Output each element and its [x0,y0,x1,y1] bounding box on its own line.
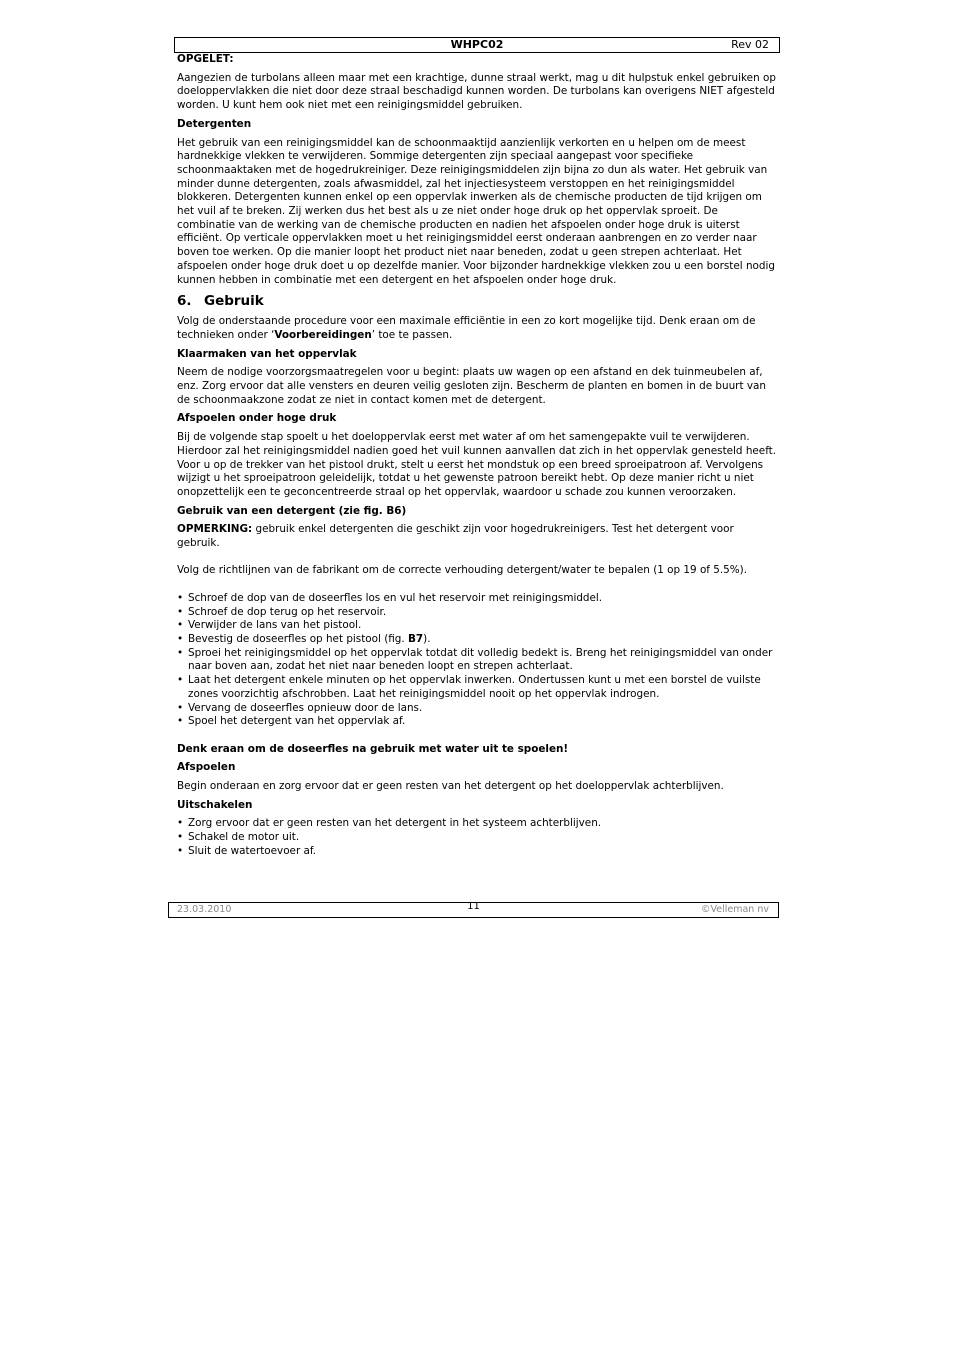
list-item-text: Zorg ervoor dat er geen resten van het detergent in het systeem achterblijven. [188,817,602,830]
afspoelen-hoge-druk-heading: Afspoelen onder hoge druk [177,412,337,425]
figure-reference: B7 [408,632,424,645]
list-item-text: Vervang de doseerfles opnieuw door de lans. [188,701,423,714]
list-item-text: Schakel de motor uit. [188,831,300,844]
bullet-icon: • [177,605,184,618]
list-item-text: Verwijder de lans van het pistool. [188,619,362,632]
list-item-text: Spoel het detergent van het oppervlak af. [188,715,406,728]
page-content [177,53,777,859]
opmerking-text: gebruik enkel detergenten die geschikt zijn voor hogedrukreinigers. Test het detergent voor gebruik. [177,523,734,550]
bullet-icon: • [177,674,184,687]
list-item [177,817,777,831]
detergent-steps-list [177,592,777,729]
list-item-text: Schroef de dop terug op het reservoir. [188,605,387,618]
list-item-text-end: ). [423,632,431,645]
detergenten-heading: Detergenten [177,117,252,130]
bullet-icon: • [177,817,184,830]
bullet-icon: • [177,632,184,645]
opmerking-label: OPMERKING: [177,523,253,536]
page-number: 11 [467,901,480,912]
bullet-icon: • [177,701,184,714]
gebruik-intro [177,315,777,342]
list-item [177,831,777,845]
section-heading-gebruik [177,292,777,310]
reminder-note: Denk eraan om de doseerfles na gebruik met water uit te spoelen! [177,742,569,755]
list-item-text: Schroef de dop van de doseerfles los en vul het reservoir met reinigingsmiddel. [188,591,603,604]
list-item [177,619,777,633]
afspoelen-hoge-druk-paragraph: Bij de volgende stap spoelt u het doeloppervlak eerst met water af om het samengepakte vuil te verwijderen. Hierdoor zal het reinigingsmiddel nadien goed het vuil kunnen aanvallen dat zich in het oppervlak genesteld heeft. Voor u op de trekker van het pistool drukt, stelt u eerst het mondstuk op een breed sproeipatroon af. Vervolgens wijzigt u het sproeipatroon geleidelijk, totdat u het gewenste patroon bereikt hebt. Op deze manier richt u niet onopzettelijk een te geconcentreerde straal op het oppervlak, waardoor u schade zou kunnen veroorzaken. [177,431,777,498]
afspoelen-heading: Afspoelen [177,761,236,774]
list-item [177,633,777,647]
detergenten-paragraph: Het gebruik van een reinigingsmiddel kan de schoonmaaktijd aanzienlijk verkorten en u helpen om de meest hardnekkige vlekken te verwijderen. Sommige detergenten zijn speciaal aangepast voor specifieke schoonmaaktaken met de hogedrukreiniger. Deze reinigingsmiddelen zijn bijna zo dun als water. Het gebruik van minder dunne detergenten, zoals afwasmiddel, zal het injectiesysteem verstoppen en het reinigingsmiddel blokkeren. Detergenten kunnen enkel op een oppervlak inwerken als de chemische producten de tijd krijgen om het vuil af te breken. Zij werken dus het best als u ze niet onder hoge druk op het oppervlak sproeit. De combinatie van de werking van de chemische producten en nadien het afspoelen onder hoge druk is uiterst efficiënt. Op verticale oppervlakken moet u het reinigingsmiddel eerst onderaan aanbrengen en zo verder naar boven toe werken. Op die manier loopt het product niet naar beneden, zodat u geen strepen achterlaat. Het afspoelen onder hoge druk doet u op dezelfde manier. Voor bijzonder hardnekkige vlekken zou u een borstel nodig kunnen hebben in combinatie met een detergent en het afspoelen onder hoge druk. [177,136,775,286]
footer-date: 23.03.2010 [177,904,232,915]
list-item [177,647,777,674]
page-footer [168,902,779,918]
bullet-icon: • [177,646,184,659]
intro-text-start: Volg de onderstaande procedure voor een maximale efficiëntie in een zo kort mogelijke tijd. Denk eraan om de technieken onder ‘ [177,315,756,341]
opgelet-paragraph: Aangezien de turbolans alleen maar met een krachtige, dunne straal werkt, mag u dit hulpstuk enkel gebruiken op doeloppervlakken die niet door deze straal beschadigd kunnen worden. De turbolans kan overigens NIET afgesteld worden. U kunt hem ook niet met een reinigingsmiddel gebruiken. [177,71,776,112]
list-item [177,592,777,606]
list-item [177,845,777,859]
richtlijnen-paragraph: Volg de richtlijnen van de fabrikant om de correcte verhouding detergent/water te bepalen (1 op 19 of 5.5%). [177,564,748,577]
document-code: WHPC02 [450,38,504,51]
afspoelen-paragraph: Begin onderaan en zorg ervoor dat er geen resten van het detergent op het doeloppervlak achterblijven. [177,780,724,792]
footer-copyright: ©Velleman nv [701,904,769,915]
revision-label: Rev 02 [731,38,769,51]
opmerking-paragraph [177,523,777,550]
list-item-text: Laat het detergent enkele minuten op het oppervlak inwerken. Ondertussen kunt u met een borstel de vuilste zones voorzichtig afschrobben. Laat het reinigingsmiddel nooit op het oppervlak indrogen. [188,674,761,700]
list-item [177,715,777,729]
intro-text-end: ’ toe te passen. [371,328,453,341]
bullet-icon: • [177,619,184,632]
bullet-icon: • [177,715,184,728]
klaarmaken-paragraph: Neem de nodige voorzorgsmaatregelen voor u begint: plaats uw wagen op een afstand en dek tuinmeubelen af, enz. Zorg ervoor dat alle vensters en deuren veilig gesloten zijn. Bescherm de planten en bomen in de buurt van de schoonmaakzone zodat ze niet in contact komen met de detergent. [177,366,766,406]
bullet-icon: • [177,831,184,844]
intro-text-emphasis: Voorbereidingen [274,328,372,341]
list-item [177,606,777,620]
bullet-icon: • [177,591,184,604]
uitschakelen-steps-list [177,817,777,858]
klaarmaken-heading: Klaarmaken van het oppervlak [177,347,357,360]
bullet-icon: • [177,844,184,857]
page-header [174,37,780,53]
list-item-text: Sluit de watertoevoer af. [188,844,317,857]
opgelet-heading: OPGELET: [177,53,234,65]
uitschakelen-heading: Uitschakelen [177,798,253,811]
list-item [177,674,777,701]
list-item-text: Sproei het reinigingsmiddel op het oppervlak totdat dit volledig bedekt is. Breng het reinigingsmiddel van onder naar boven aan, zodat het niet naar beneden loopt en strepen achterlaat. [188,646,773,673]
list-item-text: Bevestig de doseerfles op het pistool (fig. [188,632,408,645]
section-number: 6. [177,293,192,310]
list-item [177,702,777,716]
section-title: Gebruik [204,293,264,310]
detergent-gebruik-heading: Gebruik van een detergent (zie fig. B6) [177,504,407,517]
